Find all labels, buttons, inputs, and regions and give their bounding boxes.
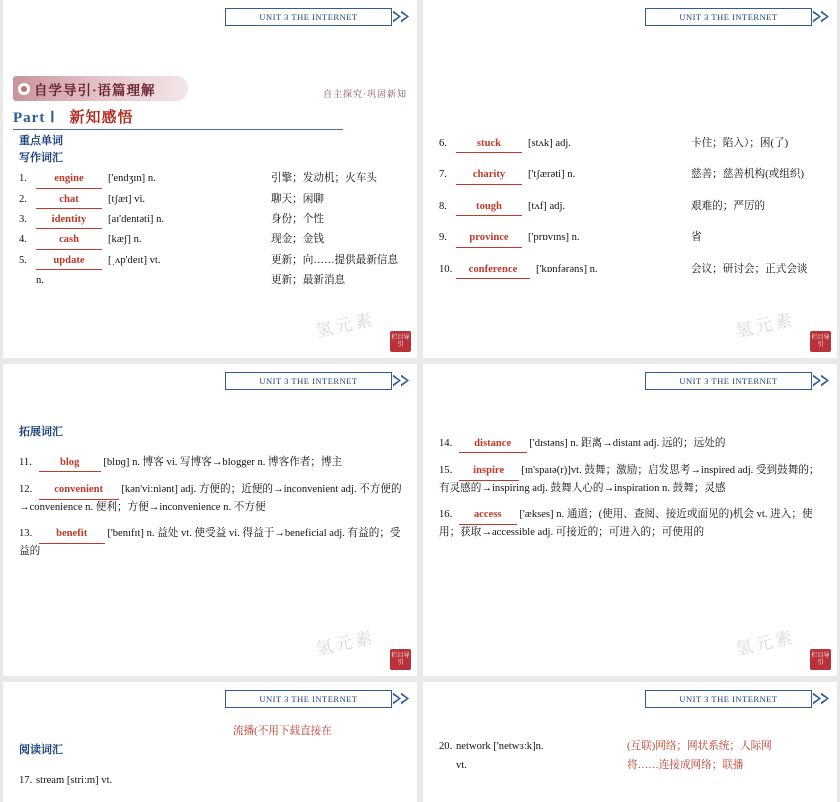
entry-phonetic: [stʌk] adj. bbox=[528, 138, 571, 149]
entry-word: update bbox=[36, 253, 102, 270]
word-entry-row bbox=[439, 199, 823, 216]
section-heading-writing-words: 写作词汇 bbox=[19, 152, 63, 165]
word-entry-block bbox=[19, 482, 403, 516]
entry-number: 11. bbox=[19, 457, 32, 469]
word-entry-row bbox=[439, 262, 823, 279]
word-entry-row bbox=[439, 167, 823, 184]
section-heading-extended-words: 拓展词汇 bbox=[19, 426, 63, 438]
entry-definition: [kən'viːniənt] adj. 方便的；近便的→inconvenient adj. 不方便的→convenience n. 便利；方便→inconvenience n. 不方便 bbox=[19, 484, 402, 513]
entry-word: conference bbox=[456, 262, 530, 279]
entry-meaning: (互联)网络；网状系统；人际网 bbox=[627, 741, 772, 752]
entry-phonetic: ['kɒnfərəns] n. bbox=[536, 263, 598, 275]
entry-phonetic: [tʃæt] vi. bbox=[108, 193, 146, 205]
unit-header-band bbox=[225, 8, 411, 25]
entry-word: access bbox=[459, 507, 517, 524]
slide4-body bbox=[439, 436, 823, 543]
unit-header-label: UNIT 3 THE INTERNET bbox=[645, 372, 812, 390]
slide2-body bbox=[439, 136, 823, 282]
slide-5 bbox=[3, 682, 417, 802]
entry-meaning: 省 bbox=[691, 232, 702, 244]
entry-number: 17. bbox=[19, 775, 33, 787]
entry-meaning: 会议；研讨会；正式会谈 bbox=[691, 263, 808, 275]
entry-word: vt. bbox=[456, 760, 467, 772]
banner-self-study bbox=[13, 76, 188, 101]
entry-word: charity bbox=[456, 167, 522, 184]
word-entry-row bbox=[439, 230, 823, 247]
entry-word: engine bbox=[36, 171, 102, 188]
entry-number: 5. bbox=[19, 254, 27, 266]
entry-word: blog bbox=[39, 455, 101, 472]
entry-word: stream [striːm] vt. bbox=[36, 775, 113, 787]
nav-corner-button[interactable]: 栏目导引 bbox=[390, 331, 411, 352]
slide-4 bbox=[423, 364, 837, 676]
nav-corner-button[interactable]: 栏目导引 bbox=[390, 649, 411, 670]
word-entry-row bbox=[19, 212, 403, 229]
part-title: 新知感悟 bbox=[69, 110, 134, 126]
entry-phonetic: [kæʃ] n. bbox=[108, 234, 142, 246]
entry-definition: ['ækses] n. 通道；(使用、查阅、接近或面见的)机会 vt. 进入；使用；获取→accessible adj. 可接近的；可进入的；可使用的 bbox=[439, 509, 813, 538]
nav-corner-button[interactable]: 栏目导引 bbox=[810, 649, 831, 670]
unit-header-band bbox=[645, 372, 831, 389]
word-entry-block bbox=[19, 526, 403, 560]
entry-phonetic: [tʌf] adj. bbox=[528, 200, 566, 212]
slide5-body bbox=[19, 726, 403, 792]
entry-meaning: 艰难的；严厉的 bbox=[691, 200, 766, 212]
chevron-right-icon bbox=[813, 9, 831, 25]
entry-word: network ['netwɜːk]n. bbox=[456, 741, 544, 752]
entry-word: cash bbox=[36, 232, 102, 249]
entry-number: 3. bbox=[19, 213, 27, 225]
word-entry-row-continued bbox=[439, 758, 823, 774]
entry-number: 12. bbox=[19, 484, 33, 496]
unit-header-band bbox=[225, 690, 411, 707]
entry-definition: ['benɪfɪt] n. 益处 vt. 使受益 vi. 得益于→beneficial adj. 有益的；受益的 bbox=[19, 528, 401, 557]
word-entry-block bbox=[439, 436, 823, 453]
unit-header-label: UNIT 3 THE INTERNET bbox=[645, 690, 812, 708]
entry-meaning: 引擎；发动机；火车头 bbox=[271, 173, 377, 185]
section-heading-reading-words: 阅读词汇 bbox=[19, 744, 63, 756]
part-label: Part Ⅰ bbox=[13, 110, 56, 126]
entry-definition: [ɪn'spaɪə(r)]vt. 鼓舞；激励；启发思考→inspired adj. 受到鼓舞的；有灵感的→inspiring adj. 鼓舞人心的→inspiration n. 鼓舞；灵感 bbox=[439, 465, 820, 494]
slide1-body bbox=[19, 133, 403, 293]
slide-6 bbox=[423, 682, 837, 802]
chevron-right-icon bbox=[393, 9, 411, 25]
entry-word: convenient bbox=[39, 482, 119, 499]
entry-number: 14. bbox=[439, 438, 453, 449]
entry-number: 10. bbox=[439, 263, 453, 275]
banner-title: 自学导引·语篇理解 bbox=[34, 82, 156, 98]
unit-header-label: UNIT 3 THE INTERNET bbox=[225, 372, 392, 390]
chevron-right-icon bbox=[393, 373, 411, 389]
entry-number: 8. bbox=[439, 200, 447, 212]
entry-word: inspire bbox=[459, 463, 519, 480]
word-entry-block bbox=[19, 455, 403, 472]
word-entry-row-continued bbox=[19, 273, 403, 289]
unit-header-band bbox=[645, 690, 831, 707]
entry-definition: ['dɪstəns] n. 距离→distant adj. 远的；远处的 bbox=[529, 438, 726, 449]
word-entry-row bbox=[439, 739, 823, 755]
entry-meaning: 现金；金钱 bbox=[271, 234, 324, 246]
entry-word: stuck bbox=[456, 136, 522, 153]
word-entry-block bbox=[439, 507, 823, 541]
unit-header-label: UNIT 3 THE INTERNET bbox=[225, 690, 392, 708]
word-entry-row bbox=[439, 136, 823, 153]
entry-meaning: 卡住；陷入）；困(了) bbox=[691, 138, 789, 149]
entry-phonetic: n. bbox=[36, 275, 44, 287]
chevron-right-icon bbox=[813, 691, 831, 707]
entry-word: distance bbox=[459, 436, 527, 453]
slide6-body bbox=[439, 739, 823, 778]
entry-number: 6. bbox=[439, 138, 447, 149]
watermark: 氢元素 bbox=[314, 309, 377, 341]
slide-1 bbox=[3, 0, 417, 358]
entry-number: 7. bbox=[439, 169, 447, 181]
entry-number: 2. bbox=[19, 193, 27, 205]
word-entry-row bbox=[19, 171, 403, 188]
word-entry-row bbox=[19, 253, 403, 270]
chevron-right-icon bbox=[393, 691, 411, 707]
nav-corner-button[interactable]: 栏目导引 bbox=[810, 331, 831, 352]
word-entry-block bbox=[439, 463, 823, 497]
entry-phonetic: ['endʒɪn] n. bbox=[108, 173, 156, 185]
watermark: 氢元素 bbox=[314, 627, 377, 659]
entry-number: 4. bbox=[19, 234, 27, 246]
entry-number: 20. bbox=[439, 741, 453, 752]
entry-phonetic: [ˌʌp'deɪt] vt. bbox=[108, 254, 161, 266]
entry-word: tough bbox=[456, 199, 522, 216]
slide3-body bbox=[19, 424, 403, 562]
unit-header-band bbox=[225, 372, 411, 389]
entry-word: chat bbox=[36, 192, 102, 209]
watermark: 氢元素 bbox=[734, 309, 797, 341]
entry-phonetic: [aɪ'dentəti] n. bbox=[108, 213, 165, 225]
entry-phonetic: ['prɒvɪns] n. bbox=[528, 232, 580, 244]
banner-bullet-icon bbox=[18, 83, 30, 95]
entry-meaning: 身份；个性 bbox=[271, 213, 324, 225]
watermark: 氢元素 bbox=[734, 627, 797, 659]
slide-3 bbox=[3, 364, 417, 676]
entry-meaning: 将……连接成网络；联播 bbox=[627, 760, 744, 772]
unit-header-label: UNIT 3 THE INTERNET bbox=[225, 8, 392, 26]
part-heading bbox=[13, 106, 343, 130]
entry-meaning: 更新；向……提供最新信息 bbox=[271, 254, 399, 266]
entry-word: benefit bbox=[39, 526, 105, 543]
entry-meaning: 流播(不用下载直接在 bbox=[233, 726, 332, 737]
chevron-right-icon bbox=[813, 373, 831, 389]
unit-header-label: UNIT 3 THE INTERNET bbox=[645, 8, 812, 26]
entry-number: 9. bbox=[439, 232, 447, 244]
section-heading-key-words: 重点单词 bbox=[19, 135, 63, 147]
banner-subtitle: 自主探究·巩固新知 bbox=[323, 89, 407, 99]
entry-definition: [blɒɡ] n. 博客 vi. 写博客→blogger n. 博客作者；博主 bbox=[103, 457, 343, 469]
entry-meaning: 聊天；闲聊 bbox=[271, 193, 324, 205]
entry-number: 15. bbox=[439, 465, 453, 477]
word-entry-row bbox=[19, 192, 403, 209]
slide-2 bbox=[423, 0, 837, 358]
entry-word: identity bbox=[36, 212, 102, 229]
entry-number: 16. bbox=[439, 509, 453, 521]
entry-number: 1. bbox=[19, 173, 27, 185]
entry-number: 13. bbox=[19, 528, 33, 540]
unit-header-band bbox=[645, 8, 831, 25]
entry-meaning: 慈善；慈善机构(或组织) bbox=[691, 169, 804, 181]
word-entry-row bbox=[19, 232, 403, 249]
entry-meaning: 更新；最新消息 bbox=[271, 275, 346, 287]
entry-word: province bbox=[456, 230, 522, 247]
entry-phonetic: ['tʃærəti] n. bbox=[528, 169, 576, 181]
